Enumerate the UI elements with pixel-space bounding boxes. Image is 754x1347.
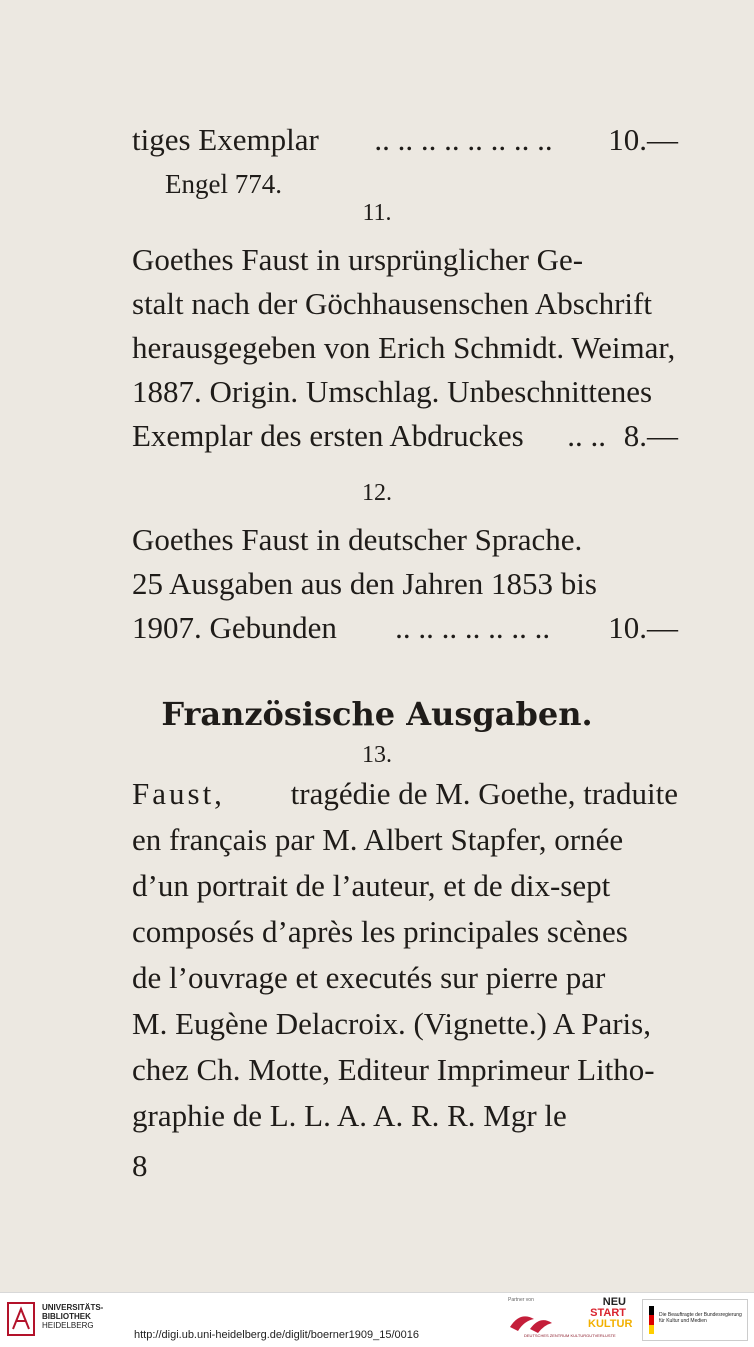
entry-12-line-3 (132, 606, 678, 650)
university-library-logo-icon[interactable] (6, 1301, 36, 1337)
price: 10.— (608, 122, 678, 157)
library-line-3: HEIDELBERG (42, 1321, 94, 1330)
dzb-caption: DEUTSCHES ZENTRUM KULTURGUTVERLUSTE (524, 1333, 616, 1338)
entry-13-line-6: M. Eugène Delacroix. (Vignette.) A Paris, (132, 1006, 651, 1041)
entry-13-line-2: en français par M. Albert Stapfer, ornée (132, 822, 624, 857)
entry-11-line-2: stalt nach der Göchhausenschen Abschrift (132, 286, 652, 321)
entry-continuation-line (132, 118, 678, 162)
entry-12-line-1: Goethes Faust in deutscher Sprache. (132, 522, 583, 557)
page-number: 8 (132, 1148, 148, 1183)
bkm-logo[interactable] (642, 1299, 748, 1341)
entry-11-line-1: Goethes Faust in ursprünglicher Ge- (132, 242, 584, 277)
title-spaced: Faust, (132, 776, 225, 811)
section-heading: Französische Ausgaben. (161, 695, 593, 733)
library-name[interactable] (42, 1303, 103, 1330)
neu-text: NEU (602, 1296, 626, 1308)
entry-number-12: 12. (362, 480, 392, 506)
library-line-2: BIBLIOTHEK (42, 1312, 91, 1321)
price: 10.— (608, 610, 678, 645)
german-flag-icon (649, 1306, 654, 1334)
permalink-url[interactable]: http://digi.ub.uni-heidelberg.de/diglit/boerner1909_15/0016 (134, 1329, 419, 1341)
text: tiges Exemplar (132, 122, 319, 157)
text: Exemplar des ersten Abdruckes (132, 418, 524, 453)
bkm-caption: Die Beauftragte der Bundesregierung für Kultur und Medien (659, 1312, 742, 1324)
leader-dots: .. .. .. .. .. .. .. (395, 610, 551, 645)
entry-number-11: 11. (362, 200, 392, 226)
entry-13-line-7: chez Ch. Motte, Editeur Imprimeur Litho- (132, 1052, 655, 1087)
entry-number-13: 13. (362, 742, 392, 768)
leader-dots: .. .. .. .. .. .. .. .. (374, 122, 553, 157)
library-line-1: UNIVERSITÄTS- (42, 1303, 104, 1312)
entry-11-line-4: 1887. Origin. Umschlag. Unbeschnittenes (132, 374, 653, 409)
kultur-text: KULTUR (588, 1318, 633, 1330)
text: Engel 774. (165, 169, 282, 199)
viewer-footer (0, 1292, 754, 1347)
partner-label: Partner von (508, 1297, 534, 1303)
entry-11-line-5 (132, 414, 678, 458)
entry-12-line-2: 25 Ausgaben aus den Jahren 1853 bis (132, 566, 597, 601)
entry-11-line-3: herausgegeben von Erich Schmidt. Weimar, (132, 330, 676, 365)
leader-dots: .. .. (567, 418, 606, 453)
entry-13-line-4: composés d’après les principales scènes (132, 914, 628, 949)
text: tragédie de M. Goethe, traduite (290, 776, 678, 811)
price: 8.— (623, 418, 678, 453)
entry-13-line-8: graphie de L. L. A. A. R. R. Mgr le (132, 1098, 567, 1133)
start-text: START (590, 1307, 626, 1319)
neustart-kultur-logo[interactable] (588, 1296, 633, 1330)
entry-13-line-1 (132, 772, 678, 816)
text: 1907. Gebunden (132, 610, 337, 645)
entry-13-line-5: de l’ouvrage et executés sur pierre par (132, 960, 606, 995)
entry-13-line-3: d’un portrait de l’auteur, et de dix-sept (132, 868, 611, 903)
